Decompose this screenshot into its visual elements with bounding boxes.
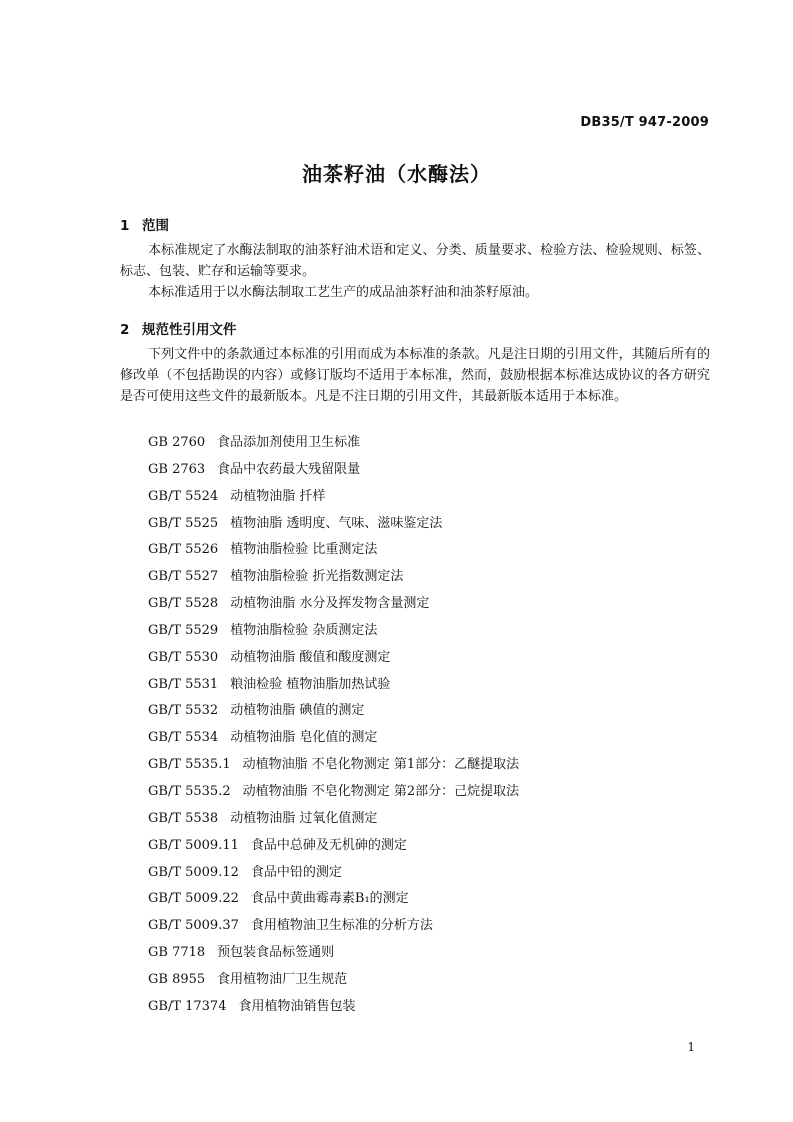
- reference-item: [148, 514, 519, 541]
- references-intro-paragraph: [120, 344, 710, 407]
- reference-title: 食用植物油卫生标准的分析方法: [250, 918, 433, 934]
- reference-title: 食品中黄曲霉毒素B₁的测定: [250, 891, 409, 907]
- reference-item: [148, 460, 519, 487]
- reference-item: [148, 594, 519, 621]
- reference-code: GB/T 5527: [148, 569, 219, 585]
- paragraph-text: 本标准规定了水酶法制取的油茶籽油术语和定义、分类、质量要求、检验方法、检验规则、标签、标志、包装、贮存和运输等要求。: [120, 243, 710, 279]
- reference-code: GB/T 5538: [148, 810, 219, 826]
- reference-code: GB/T 5531: [148, 676, 219, 692]
- reference-item: [148, 809, 519, 836]
- reference-title: 动植物油脂 水分及挥发物含量测定: [230, 596, 430, 612]
- reference-item: [148, 755, 519, 782]
- reference-item: [148, 487, 519, 514]
- page-number: 1: [687, 1040, 695, 1054]
- section-heading-normative-references: [120, 318, 237, 338]
- reference-title: 动植物油脂 不皂化物测定 第2部分：己烷提取法: [242, 783, 520, 799]
- paragraph-text: 本标准适用于以水酶法制取工艺生产的成品油茶籽油和油茶籽原油。: [148, 285, 539, 300]
- reference-code: GB/T 5524: [148, 488, 219, 504]
- reference-code: GB/T 5535.2: [148, 783, 231, 799]
- reference-item: [148, 889, 519, 916]
- reference-item: [148, 997, 519, 1024]
- reference-title: 食品中总砷及无机砷的测定: [250, 837, 407, 853]
- paragraph-text: 下列文件中的条款通过本标准的引用而成为本标准的条款。凡是注日期的引用文件，其随后所有的修改单（不包括勘误的内容）或修订版均不适用于本标准，然而，鼓励根据本标准达成协议的各方研究是否可使用这些文件的最新版本。凡是不注日期的引用文件，其最新版本适用于本标准。: [120, 347, 710, 404]
- document-title: 油茶籽油（水酶法）: [302, 162, 491, 186]
- scope-paragraph-1: [120, 240, 710, 282]
- reference-item: [148, 567, 519, 594]
- reference-code: GB/T 5530: [148, 649, 219, 665]
- reference-title: 食品中铅的测定: [250, 864, 342, 880]
- reference-code: GB/T 17374: [148, 998, 227, 1014]
- section-number: 1: [120, 218, 130, 234]
- reference-item: [148, 970, 519, 997]
- reference-code: GB 2760: [148, 435, 206, 450]
- reference-title: 植物油脂检验 比重测定法: [230, 542, 378, 558]
- reference-title: 植物油脂 透明度、气味、滋味鉴定法: [230, 515, 443, 531]
- reference-code: GB/T 5009.11: [148, 837, 239, 853]
- reference-item: [148, 621, 519, 648]
- reference-title: 预包装食品标签通则: [217, 945, 335, 961]
- reference-item: [148, 728, 519, 755]
- reference-item: [148, 916, 519, 943]
- reference-code: GB/T 5009.37: [148, 918, 239, 934]
- reference-code: GB/T 5535.1: [148, 757, 231, 773]
- reference-code: GB/T 5529: [148, 622, 219, 638]
- reference-title: 动植物油脂 过氧化值测定: [230, 810, 378, 826]
- reference-code: GB 8955: [148, 971, 206, 987]
- reference-title: 食品中农药最大残留限量: [217, 461, 361, 477]
- reference-item: [148, 943, 519, 970]
- reference-title: 食品添加剂使用卫生标准: [217, 435, 361, 450]
- section-title: 规范性引用文件: [142, 322, 237, 338]
- reference-title: 动植物油脂 皂化值的测定: [230, 730, 378, 746]
- reference-code: GB/T 5525: [148, 515, 219, 531]
- reference-item: [148, 782, 519, 809]
- reference-title: 植物油脂检验 杂质测定法: [230, 622, 378, 638]
- scope-paragraph-2: [120, 282, 710, 303]
- reference-item: [148, 863, 519, 890]
- reference-title: 动植物油脂 不皂化物测定 第1部分：乙醚提取法: [242, 757, 520, 773]
- reference-title: 食用植物油销售包装: [238, 998, 356, 1014]
- reference-code: GB/T 5009.12: [148, 864, 239, 880]
- reference-title: 粮油检验 植物油脂加热试验: [230, 676, 391, 692]
- reference-list: [148, 433, 519, 1024]
- reference-code: GB/T 5526: [148, 542, 219, 558]
- reference-code: GB 7718: [148, 945, 206, 961]
- reference-item: [148, 540, 519, 567]
- reference-title: 动植物油脂 碘值的测定: [230, 703, 365, 719]
- reference-code: GB/T 5534: [148, 730, 219, 746]
- reference-title: 植物油脂检验 折光指数测定法: [230, 569, 404, 585]
- section-title: 范围: [142, 218, 169, 234]
- reference-item: [148, 675, 519, 702]
- section-number: 2: [120, 322, 130, 338]
- reference-item: [148, 836, 519, 863]
- reference-item: [148, 433, 519, 460]
- reference-code: GB/T 5528: [148, 596, 219, 612]
- reference-code: GB/T 5009.22: [148, 891, 239, 907]
- reference-item: [148, 648, 519, 675]
- reference-code: GB/T 5532: [148, 703, 219, 719]
- reference-title: 动植物油脂 扦样: [230, 488, 326, 504]
- reference-title: 食用植物油厂卫生规范: [217, 971, 348, 987]
- reference-code: GB 2763: [148, 461, 206, 477]
- standard-code: DB35/T 947-2009: [580, 115, 709, 130]
- reference-title: 动植物油脂 酸值和酸度测定: [230, 649, 391, 665]
- reference-item: [148, 701, 519, 728]
- section-heading-scope: [120, 214, 169, 234]
